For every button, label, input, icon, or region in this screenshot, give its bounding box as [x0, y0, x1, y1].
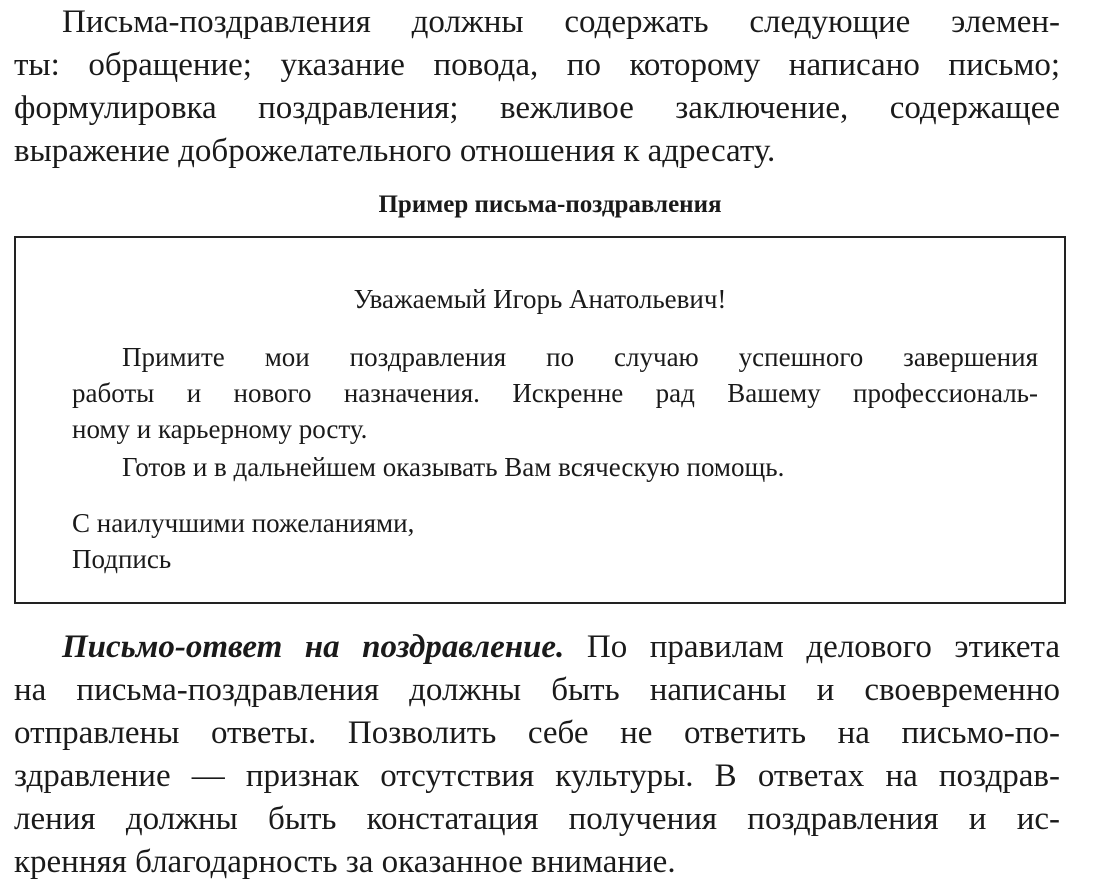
reply-line-1: [62, 627, 1060, 667]
reply-line-2: на письма-поздравления должны быть написаны и своевременно: [14, 672, 1060, 708]
intro-line-4: выражение доброжелательного отношения к адресату.: [14, 133, 776, 169]
intro-line-3: формулировка поздравления; вежливое заключение, содержащее: [14, 90, 1060, 126]
intro-line-1: Письма-поздравления должны содержать следующие элемен-: [62, 4, 1060, 40]
reply-first-line-rest: По правилам делового этикета: [586, 629, 1060, 665]
letter-closing: С наилучшими пожеланиями,: [72, 508, 415, 538]
letter-body-line-3: ному и карьерному росту.: [72, 414, 368, 444]
letter-body-line-4: Готов и в дальнейшем оказывать Вам всяческую помощь.: [122, 452, 785, 482]
letter-body-line-2: работы и нового назначения. Искренне рад Вашему профессиональ-: [72, 378, 1038, 408]
letter-body-line-1: Примите мои поздравления по случаю успешного завершения: [122, 342, 1038, 372]
letter-salutation: Уважаемый Игорь Анатольевич!: [353, 284, 727, 314]
reply-line-5: ления должны быть констатация получения поздравления и ис-: [14, 801, 1060, 837]
reply-line-4: здравление — признак отсутствия культуры. В ответах на поздрав-: [14, 758, 1060, 794]
reply-line-3: отправлены ответы. Позволить себе не ответить на письмо-по-: [14, 715, 1060, 751]
reply-lead-term: Письмо-ответ на поздравление.: [62, 629, 565, 665]
example-letter-box: [14, 236, 1066, 604]
letter-signature: Подпись: [72, 544, 172, 574]
example-heading: Пример письма-поздравления: [378, 191, 722, 218]
reply-line-6: кренняя благодарность за оказанное внимание.: [14, 844, 676, 880]
intro-line-2: ты: обращение; указание повода, по которому написано письмо;: [14, 47, 1060, 83]
